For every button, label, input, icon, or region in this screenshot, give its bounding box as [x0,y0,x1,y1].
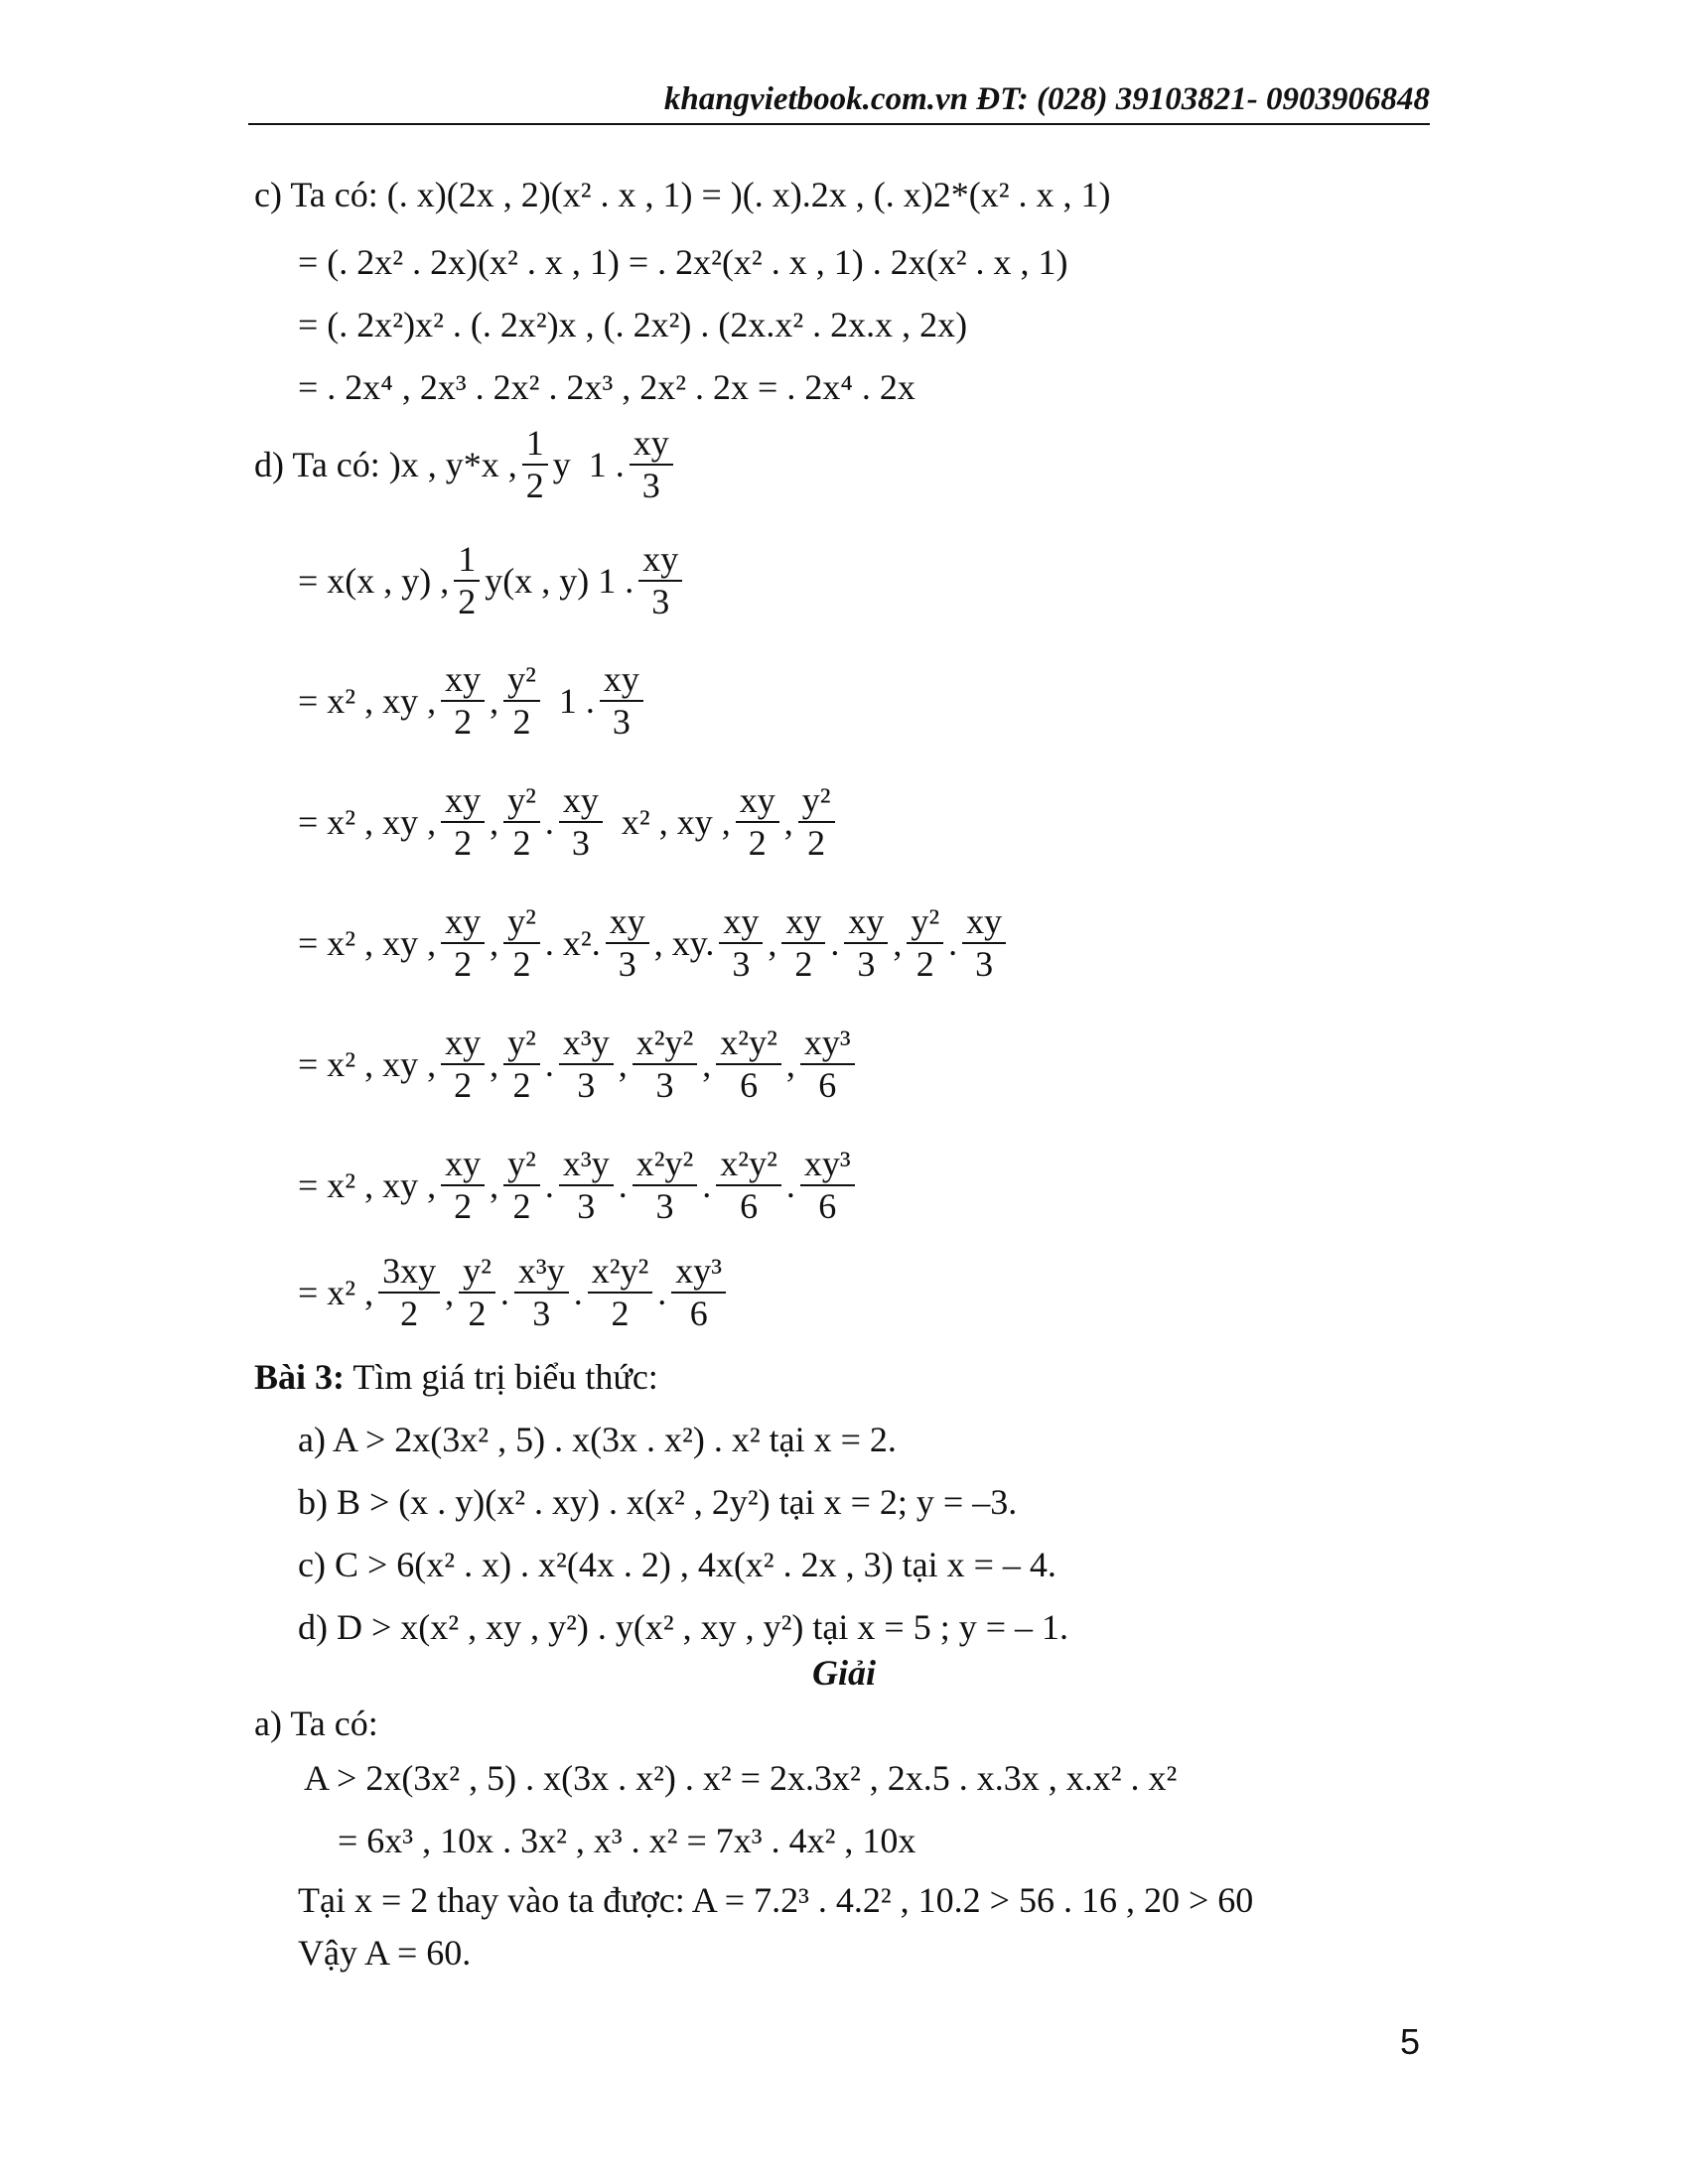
text: . [544,1165,554,1205]
numerator: xy [606,901,649,944]
text: . [657,1273,667,1312]
numerator: 1 [522,423,548,466]
fraction [459,1251,495,1335]
part-d-line-6 [298,1022,860,1105]
denominator: 6 [740,1065,759,1105]
text: x² , xy , [621,802,731,842]
part-c-line-4: = . 2x⁴ , 2x³ . 2x² . 2x³ , 2x² . 2x = . 2x⁴ . 2x [298,367,915,407]
fraction [606,901,649,986]
bai3-item-a: a) A > 2x(3x² , 5) . x(3x . x²) . x² tại x = 2. [298,1420,897,1459]
fraction [559,780,603,865]
denominator: 2 [454,1065,473,1105]
denominator: 3 [641,466,660,505]
fraction [441,780,485,865]
denominator: 2 [454,1186,473,1226]
numerator: x²y² [716,1144,781,1186]
numerator: xy [441,780,485,823]
fraction [503,659,540,744]
text: , [702,1044,712,1084]
part-d-line-3 [298,658,648,742]
denominator: 6 [689,1294,708,1333]
numerator: xy [441,1144,485,1186]
numerator: x²y² [716,1023,781,1065]
fraction [800,1144,855,1228]
text: . [830,923,840,963]
bai3-item-d: d) D > x(x² , xy , y²) . y(x² , xy , y²) tại x = 5 ; y = – 1. [298,1607,1069,1647]
numerator: xy [600,659,643,702]
text: 1 . [588,445,625,484]
numerator: xy [441,1023,485,1065]
bai3-title: Tìm giá trị biểu thức: [345,1357,658,1397]
denominator: 6 [818,1186,837,1226]
page-number: 5 [1400,2021,1421,2062]
solution-line-5: Vậy A = 60. [298,1933,472,1973]
numerator: xy [719,901,763,944]
denominator: 2 [748,823,767,863]
part-d-line-5 [298,900,1011,984]
denominator: 2 [454,823,473,863]
numerator: xy³ [671,1251,726,1294]
fraction [441,1144,485,1228]
fraction [633,1144,698,1228]
denominator: 2 [525,466,544,505]
text: = x² , xy , [298,802,437,842]
fraction [441,901,485,986]
denominator: 6 [818,1065,837,1105]
fraction [638,539,682,623]
denominator: 2 [807,823,826,863]
fraction [378,1251,440,1335]
text: . [785,1165,795,1205]
part-c-line-1: c) Ta có: (. x)(2x , 2)(x² . x , 1) = )(. x).2x , (. x)2*(x² . x , 1) [254,175,1111,214]
text: , [490,1044,499,1084]
numerator: x²y² [588,1251,653,1294]
fraction [719,901,763,986]
numerator: y² [503,901,540,944]
numerator: y² [798,780,835,823]
text: . [544,802,554,842]
text: , [490,681,499,721]
fraction [514,1251,569,1335]
denominator: 2 [400,1294,419,1333]
fraction [630,423,673,507]
numerator: 3xy [378,1251,440,1294]
numerator: 1 [454,539,480,582]
text: , [893,923,903,963]
numerator: y² [503,1144,540,1186]
fraction [559,1023,614,1107]
fraction [736,780,779,865]
text: , [785,1044,795,1084]
denominator: 2 [611,1294,630,1333]
denominator: 2 [468,1294,487,1333]
text: 1 . [558,681,595,721]
numerator: xy [962,901,1006,944]
text: , xy. [653,923,715,963]
fraction [454,539,480,623]
denominator: 3 [975,944,994,984]
text: . [573,1273,583,1312]
text: y(x , y) 1 . [485,561,634,601]
numerator: x³y [514,1251,569,1294]
fraction [798,780,835,865]
numerator: xy [638,539,682,582]
numerator: x³y [559,1023,614,1065]
fraction [671,1251,726,1335]
numerator: y² [503,659,540,702]
denominator: 2 [454,944,473,984]
numerator: y² [907,901,943,944]
text: . [544,1044,554,1084]
text: , [783,802,793,842]
denominator: 3 [857,944,876,984]
numerator: x³y [559,1144,614,1186]
fraction [716,1144,781,1228]
solution-heading: Giải [811,1653,876,1693]
fraction [600,659,643,744]
bai3-item-b: b) B > (x . y)(x² . xy) . x(x² , 2y²) tại x = 2; y = –3. [298,1482,1018,1522]
fraction [522,423,548,507]
denominator: 2 [512,1186,531,1226]
text: . x². [544,923,601,963]
numerator: xy [630,423,673,466]
numerator: y² [503,780,540,823]
text: = x² , xy , [298,1044,437,1084]
denominator: 3 [571,823,590,863]
text: = x² , xy , [298,1165,437,1205]
fraction [503,780,540,865]
part-d-line-8 [298,1250,731,1333]
denominator: 2 [512,823,531,863]
header-rule [248,123,1430,125]
part-d-line-7 [298,1143,860,1226]
numerator: y² [459,1251,495,1294]
denominator: 2 [794,944,813,984]
text: , [768,923,777,963]
fraction [907,901,943,986]
fraction [503,901,540,986]
denominator: 2 [915,944,934,984]
bai3-heading [254,1359,658,1395]
numerator: xy [559,780,603,823]
denominator: 2 [512,1065,531,1105]
denominator: 6 [740,1186,759,1226]
numerator: xy³ [800,1023,855,1065]
denominator: 3 [651,582,670,621]
fraction [844,901,888,986]
fraction [633,1023,698,1107]
fraction [503,1144,540,1228]
fraction [800,1023,855,1107]
part-d-line-2 [298,538,687,621]
fraction [503,1023,540,1107]
denominator: 3 [612,702,631,742]
denominator: 3 [532,1294,551,1333]
text: . [702,1165,712,1205]
text: , [490,1165,499,1205]
page-header: khangvietbook.com.vn ĐT: (028) 39103821- 0903906848 [663,81,1430,117]
bai3-label: Bài 3: [254,1357,346,1397]
text: d) Ta có: )x , y* [254,445,482,484]
numerator: x²y² [633,1023,698,1065]
denominator: 3 [732,944,751,984]
text: , [490,923,499,963]
fraction [441,659,485,744]
denominator: 2 [454,702,473,742]
numerator: xy [441,659,485,702]
numerator: xy [736,780,779,823]
numerator: xy [781,901,825,944]
text: = x² , xy , [298,923,437,963]
denominator: 3 [577,1065,596,1105]
text: = x(x , y) , [298,561,450,601]
part-c-line-2: = (. 2x² . 2x)(x² . x , 1) = . 2x²(x² . x , 1) . 2x(x² . x , 1) [298,242,1068,282]
denominator: 2 [458,582,477,621]
denominator: 3 [577,1186,596,1226]
text: y [552,445,571,484]
numerator: x²y² [633,1144,698,1186]
text: = x² , xy , [298,681,437,721]
denominator: 2 [512,944,531,984]
fraction [559,1144,614,1228]
text: = x² , [298,1273,374,1312]
text: . [499,1273,509,1312]
numerator: xy³ [800,1144,855,1186]
numerator: y² [503,1023,540,1065]
part-d-line-4 [298,779,840,863]
text: . [618,1165,628,1205]
denominator: 3 [655,1186,674,1226]
fraction [716,1023,781,1107]
numerator: xy [844,901,888,944]
solution-line-1: a) Ta có: [254,1704,378,1743]
text: . [948,923,958,963]
fraction [441,1023,485,1107]
denominator: 3 [618,944,636,984]
fraction [588,1251,653,1335]
solution-line-3: = 6x³ , 10x . 3x² , x³ . x² = 7x³ . 4x² , 10x [338,1821,916,1860]
solution-line-4: Tại x = 2 thay vào ta được: A = 7.2³ . 4.2² , 10.2 > 56 . 16 , 20 > 60 [298,1880,1254,1920]
solution-line-2: A > 2x(3x² , 5) . x(3x . x²) . x² = 2x.3x² , 2x.5 . x.3x , x.x² . x² [304,1758,1178,1798]
text: , [445,1273,455,1312]
fraction [962,901,1006,986]
text: x , [481,445,517,484]
text: , [618,1044,628,1084]
bai3-item-c: c) C > 6(x² . x) . x²(4x . 2) , 4x(x² . 2x , 3) tại x = – 4. [298,1545,1056,1584]
denominator: 3 [655,1065,674,1105]
numerator: xy [441,901,485,944]
part-d-line-1 [254,422,678,505]
text: , [490,802,499,842]
denominator: 2 [512,702,531,742]
fraction [781,901,825,986]
part-c-line-3: = (. 2x²)x² . (. 2x²)x , (. 2x²) . (2x.x² . 2x.x , 2x) [298,305,968,344]
